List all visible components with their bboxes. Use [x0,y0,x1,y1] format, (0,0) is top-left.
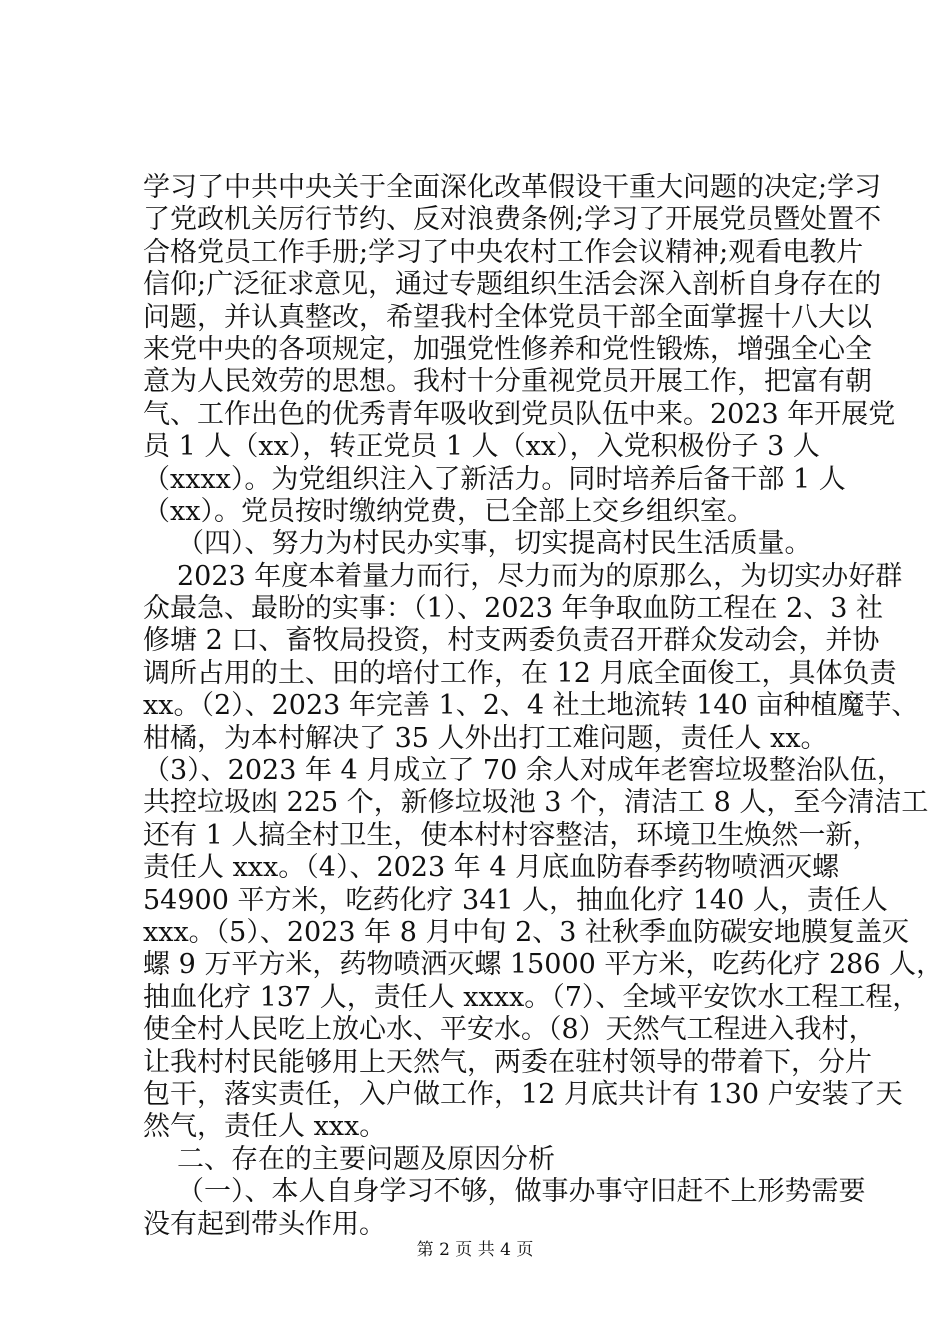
text-line: 共控垃圾凼 225 个，新修垃圾池 3 个，清洁工 8 人，至今清洁工 [143,787,929,819]
text-line: 意为人民效劳的思想。我村十分重视党员开展工作，把富有朝 [143,366,872,398]
text-line: 众最急、最盼的实事：（1）、2023 年争取血防工程在 2、3 社 [143,593,883,625]
text-line: 问题，并认真整改，希望我村全体党员干部全面掌握十八大以 [143,301,872,333]
text-line: 学习了中共中央关于全面深化改革假设干重大问题的决定;学习 [143,172,882,203]
text-line: （xx）。党员按时缴纳党费，已全部上交乡组织室。 [143,495,754,527]
text-line: xx。（2）、2023 年完善 1、2、4 社土地流转 140 亩种植魔芋、 [143,690,919,722]
section-heading-four: （四）、努力为村民办实事，切实提高村民生活质量。 [177,528,812,560]
text-line: 使全村人民吃上放心水、平安水。（8）天然气工程进入我村， [143,1014,876,1046]
text-line: 然气，责任人 xxx。 [143,1111,387,1143]
text-line: 修塘 2 口、畜牧局投资，村支两委负责召开群众发动会，并协 [143,625,880,657]
text-line: 还有 1 人搞全村卫生，使本村村容整洁，环境卫生焕然一新， [143,819,880,851]
text-line: 责任人 xxx。（4）、2023 年 4 月底血防春季药物喷洒灭螺 [143,852,840,884]
text-line: xxx。（5）、2023 年 8 月中旬 2、3 社秋季血防碳安地膜复盖灭 [143,916,910,948]
text-line: 让我村村民能够用上天然气，两委在驻村领导的带着下，分片 [143,1046,872,1078]
page-footer [0,1240,950,1260]
text-line: 螺 9 万平方米，药物喷洒灭螺 15000 平方米，吃药化疗 286 人， [143,949,944,981]
paragraph-first-line: 2023 年度本着量力而行，尽力而为的原那么，为切实办好群 [177,560,903,592]
text-line: 员 1 人（xx），转正党员 1 人（xx），入党积极份子 3 人 [143,431,820,463]
text-line: 合格党员工作手册;学习了中央农村工作会议精神;观看电教片 [143,236,864,268]
text-line: 54900 平方米，吃药化疗 341 人，抽血化疗 140 人，责任人 [143,884,888,916]
text-line: 包干，落实责任，入户做工作，12 月底共计有 130 户安装了天 [143,1078,903,1110]
text-line: 了党政机关厉行节约、反对浪费条例;学习了开展党员暨处置不 [143,204,882,236]
text-line: （3）、2023 年 4 月成立了 70 余人对成年老窖垃圾整治队伍， [143,755,904,787]
text-line: 没有起到带头作用。 [143,1208,386,1240]
text-line: （xxxx）。为党组织注入了新活力。同时培养后备干部 1 人 [143,463,846,495]
text-line: 来党中央的各项规定，加强党性修养和党性锻炼，增强全心全 [143,333,872,365]
text-line: 气、工作出色的优秀青年吸收到党员队伍中来。2023 年开展党 [143,398,896,430]
document-body [143,172,944,1241]
section-heading-two: 二、存在的主要问题及原因分析 [177,1143,555,1175]
text-line: 柑橘，为本村解决了 35 人外出打工难问题，责任人 xx。 [143,722,828,754]
page-number-label: 第 2 页 共 4 页 [416,1240,534,1260]
text-line: 抽血化疗 137 人，责任人 xxxx。（7）、全域平安饮水工程工程， [143,981,920,1013]
text-line: 调所占用的土、田的培付工作，在 12 月底全面俊工，具体负责 [143,657,897,689]
text-line: 信仰;广泛征求意见，通过专题组织生活会深入剖析自身存在的 [143,269,882,301]
subsection-heading-one: （一）、本人自身学习不够，做事办事守旧赶不上形势需要 [177,1176,866,1208]
